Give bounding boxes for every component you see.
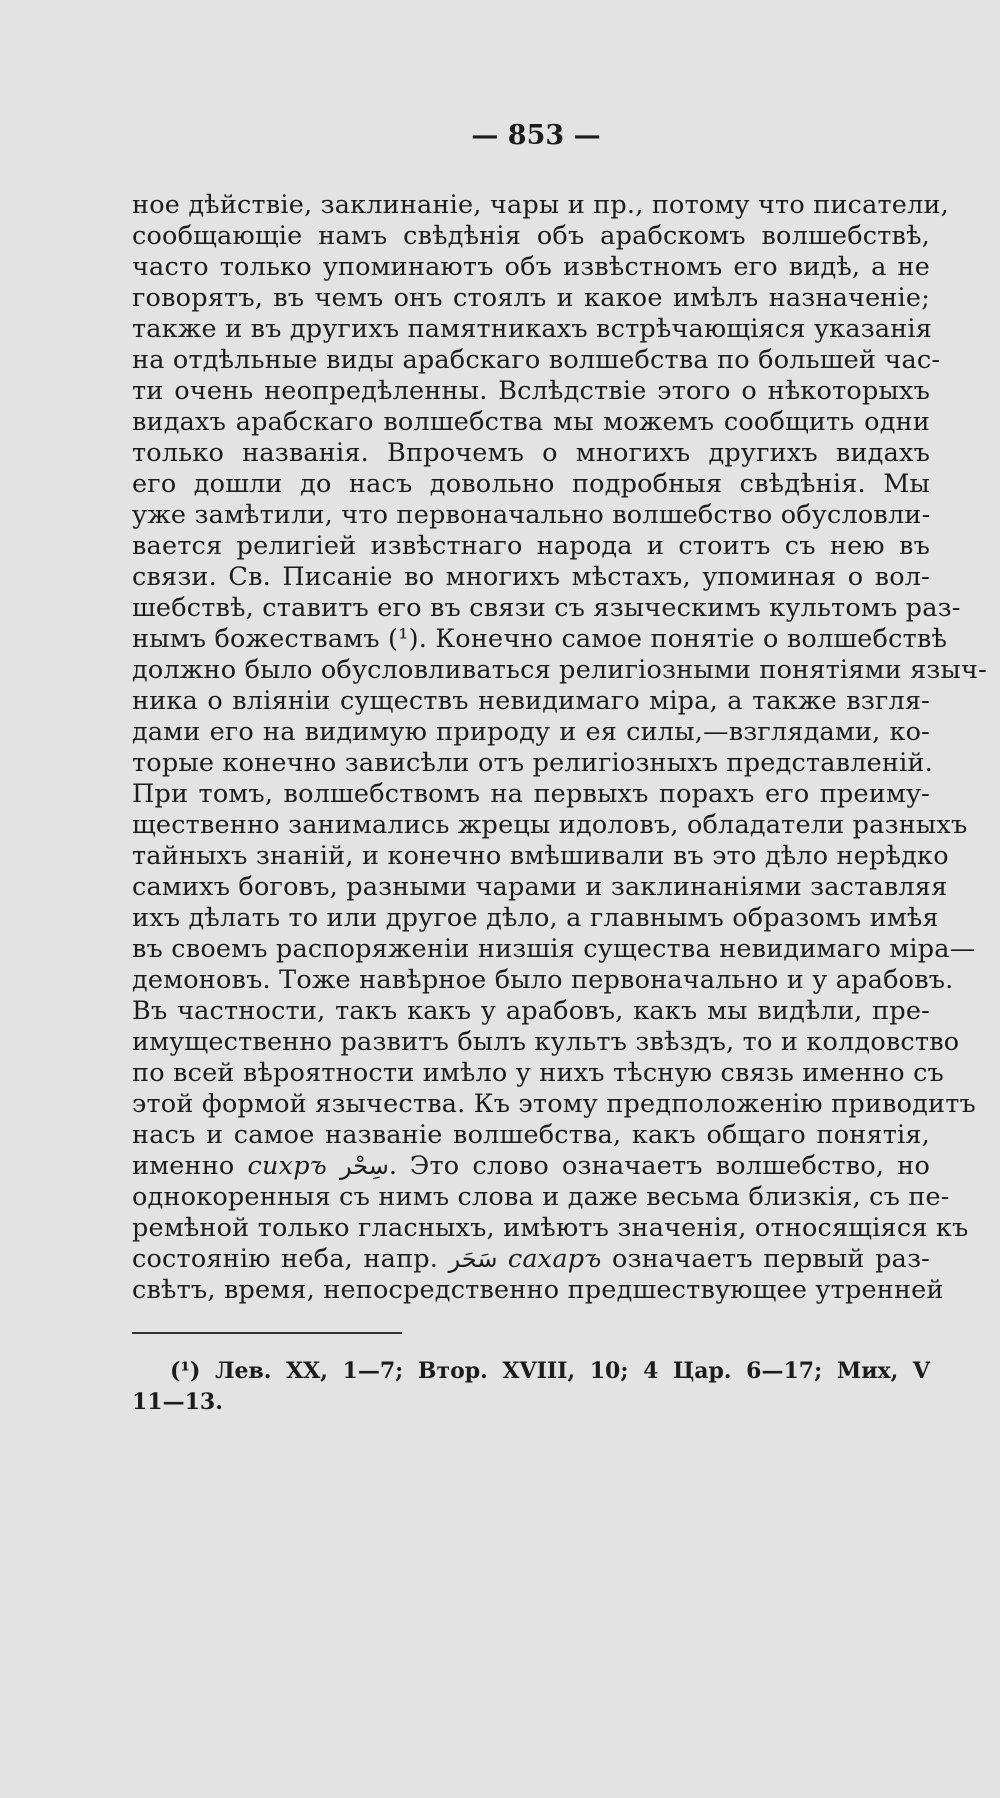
text-last-line: свѣтъ, время, непосредственно предшествующее утренней (132, 1275, 944, 1305)
term-sihr: сихръ (247, 1151, 327, 1181)
text-imenno: именно (132, 1151, 235, 1181)
text-line-after-2: ремѣной только гласныхъ, имѣютъ значенія, относящіяся къ (132, 1213, 969, 1243)
text-line-4: говорятъ, въ чемъ онъ стоялъ и какое имѣлъ назначеніе; (132, 283, 930, 313)
footnote-line-2: 11—13. (132, 1389, 223, 1415)
text-line-27: Въ частности, такъ какъ у арабовъ, какъ мы видѣли, пре- (132, 996, 930, 1026)
text-line-18: дами его на видимую природу и ея силы,—взглядами, ко- (132, 717, 930, 747)
page-number: — 853 — (471, 120, 601, 151)
text-line-22: тайныхъ знаній, и конечно вмѣшивали въ это дѣло нерѣдко (132, 841, 949, 871)
paragraph-last-line (132, 1275, 944, 1306)
paragraph-lines-after (132, 1182, 969, 1244)
footnote (132, 1356, 930, 1418)
text-line-14: шебствѣ, ставитъ его въ связи съ языческимъ культомъ раз- (132, 593, 961, 623)
text-line-11: уже замѣтили, что первоначально волшебство обусловли- (132, 500, 931, 530)
footnote-line-1: (¹) Лев. XX, 1—7; Втор. XVIII, 10; 4 Цар. 6—17; Мих, V (170, 1358, 930, 1384)
text-line-3: часто только упоминаютъ объ извѣстномъ его видѣ, а не (132, 252, 930, 282)
paragraph-lines (132, 190, 987, 1151)
text-line-2: сообщающіе намъ свѣдѣнія объ арабскомъ волшебствѣ, (132, 221, 930, 251)
arabic-sihr: سِحْر (339, 1152, 389, 1180)
text-line-29: по всей вѣроятности имѣло у нихъ тѣсную связь именно съ (132, 1058, 944, 1088)
text-line-19: торые конечно зависѣли отъ религіозныхъ представленій. (132, 748, 933, 778)
text-line-10: его дошли до насъ довольно подробныя свѣдѣнія. Мы (132, 469, 930, 499)
text-line-31: насъ и самое названіе волшебства, какъ общаго понятія, (132, 1120, 930, 1150)
text-line-30: этой формой язычества. Къ этому предположенію приводитъ (132, 1089, 976, 1119)
text-line-17: ника о вліяніи существъ невидимаго міра, а также взгля- (132, 686, 930, 716)
text-line-5: также и въ другихъ памятникахъ встрѣчающіяся указанія (132, 314, 933, 344)
text-line-23: самихъ боговъ, разными чарами и заклинаніями заставляя (132, 872, 948, 902)
arabic-sahar: سَحَر (448, 1245, 498, 1273)
text-line-25: въ своемъ распоряженіи низшія существа невидимаго міра— (132, 934, 976, 964)
text-line-9: только названія. Впрочемъ о многихъ другихъ видахъ (132, 438, 930, 468)
text-line-21: щественно занимались жрецы идоловъ, обладатели разныхъ (132, 810, 968, 840)
text-line-20: При томъ, волшебствомъ на первыхъ порахъ его преиму- (132, 779, 930, 809)
text-sahar-rest: означаетъ первый раз- (612, 1244, 930, 1274)
text-sihr-rest: . Это слово означаетъ волшебство, но (388, 1151, 930, 1181)
text-line-after-1: однокоренныя съ нимъ слова и даже весьма близкія, съ пе- (132, 1182, 950, 1212)
text-line-28: имущественно развитъ былъ культъ звѣздъ, то и колдовство (132, 1027, 960, 1057)
main-text (132, 190, 987, 1306)
text-line-15: нымъ божествамъ (¹). Конечно самое понятіе о волшебствѣ (132, 624, 948, 654)
text-line-24: ихъ дѣлать то или другое дѣло, а главнымъ образомъ имѣя (132, 903, 939, 933)
text-line-16: должно было обусловливаться религіозными понятіями языч- (132, 655, 987, 685)
text-line-12: вается религіей извѣстнаго народа и стоитъ съ нею въ (132, 531, 930, 561)
footnote-divider (132, 1332, 402, 1334)
text-line-13: связи. Св. Писаніе во многихъ мѣстахъ, упоминая о вол- (132, 562, 930, 592)
text-line-1: ное дѣйствіе, заклинаніе, чары и пр., потому что писатели, (132, 190, 949, 220)
text-line-6: на отдѣльные виды арабскаго волшебства по большей час- (132, 345, 941, 375)
text-sahar-lead: состоянію неба, напр. (132, 1244, 439, 1274)
text-line-26: демоновъ. Тоже навѣрное было первоначально и у арабовъ. (132, 965, 954, 995)
paragraph-line-sihr (132, 1151, 930, 1182)
text-line-7: ти очень неопредѣленны. Вслѣдствіе этого о нѣкоторыхъ (132, 376, 930, 406)
text-line-8: видахъ арабскаго волшебства мы можемъ сообщить одни (132, 407, 930, 437)
term-sahar: сахаръ (507, 1244, 602, 1274)
paragraph-line-sahar (132, 1244, 930, 1275)
